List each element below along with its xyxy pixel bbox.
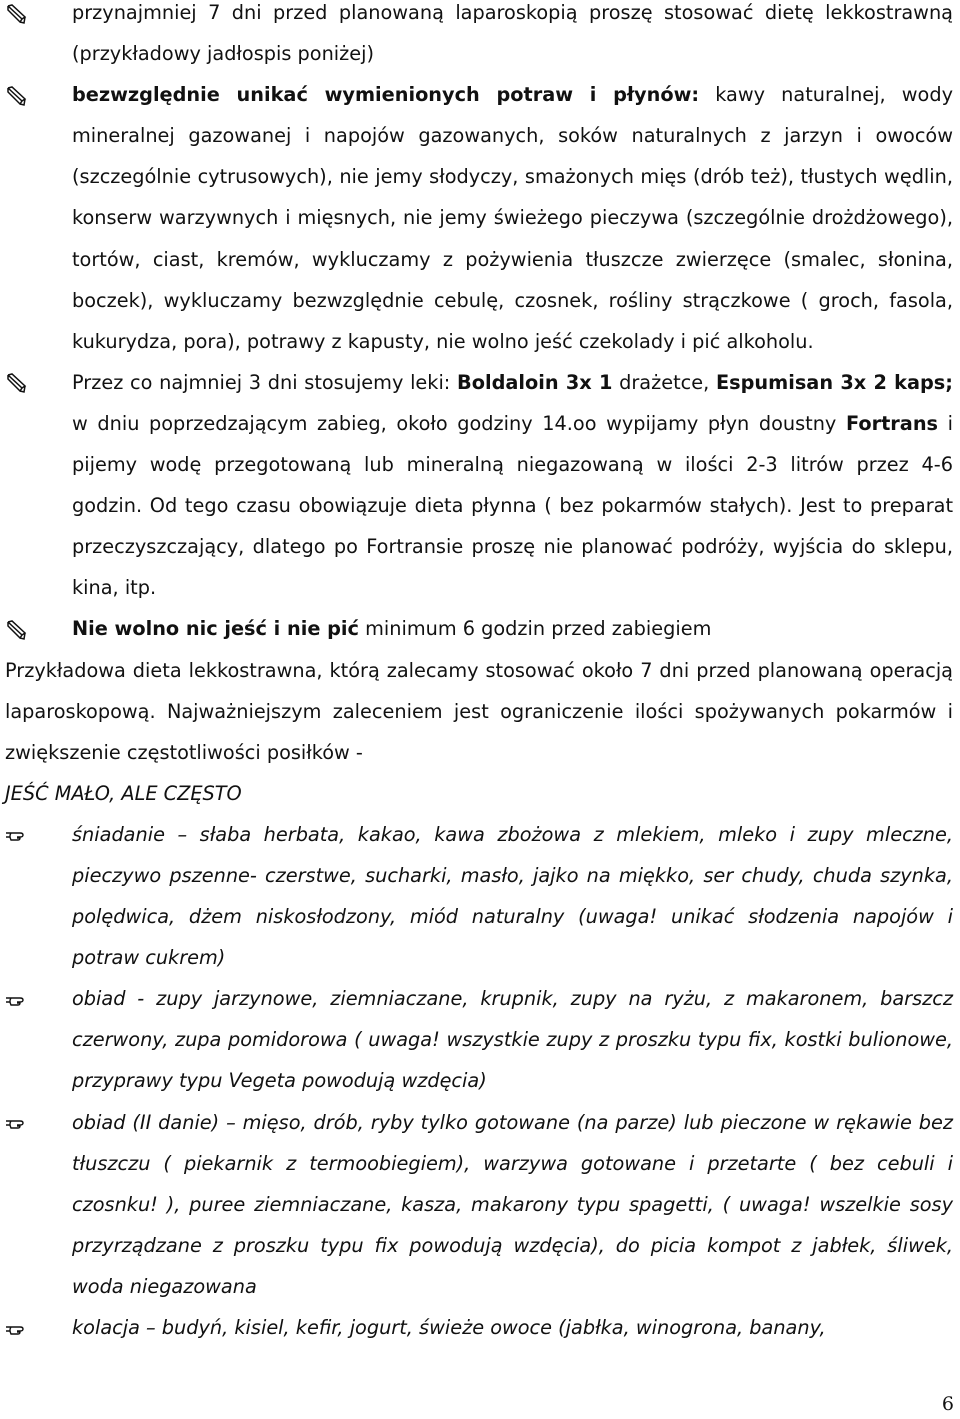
meal-lunch-main: obiad (II danie) – mięso, drób, ryby tylko gotowane (na parze) lub pieczone w rękawie bez tłuszczu ( piekarnik z termoobiegiem), warzywa gotowane i przetarte ( bez cebuli i czosnku! ), puree ziemniaczane, kasza, makarony typu spagetti, ( uwaga! wszelkie sosy przyrządzane z proszku typu fix powodują wzdęcia), do picia kompot z jabłek, śliwek, woda niegazowana [5,1102,953,1307]
pointing-hand-icon [5,1307,72,1348]
avoid-heading: bezwzględnie unikać wymienionych potraw i płynów: [72,83,700,107]
diet-intro: Przykładowa dieta lekkostrawna, którą zalecamy stosować około 7 dni przed planowaną operacją laparoskopową. Najważniejszym zaleceniem jest ograniczenie ilości spożywanych pokarmów i zwiększenie częstotliwości posiłków - [5,658,953,764]
document-page [5,0,953,1348]
bullet-medication: Przez co najmniej 3 dni stosujemy leki: Boldaloin 3x 1 drażetce, Espumisan 3x 2 kaps; w dniu poprzedzającym zabieg, około godziny 14.oo wypijamy płyn doustny Fortrans i pijemy wodę przegotowaną lub mineralną niegazowaną w ilości 2-3 litrów przez 4-6 godzin. Od tego czasu obowiązuje dieta płynna ( bez pokarmów stałych). Jest to preparat przeczyszczający, dlatego po Fortransie proszę nie planować podróży, wyjścia do sklepu, kina, itp. [5,362,953,609]
diet-motto: JEŚĆ MAŁO, ALE CZĘSTO [5,781,242,805]
drug-fortrans: Fortrans [845,411,939,435]
pointing-hand-icon [5,978,72,1019]
drug-espumisan: Espumisan 3x 2 kaps; [715,370,953,394]
drug-boldaloin: Boldaloin 3x 1 [457,370,613,394]
bullet-fasting: Nie wolno nic jeść i nie pić minimum 6 godzin przed zabiegiem [5,608,953,649]
pointing-hand-icon [5,814,72,855]
pointing-hand-icon [5,1102,72,1143]
fasting-heading: Nie wolno nic jeść i nie pić [72,617,359,641]
meal-breakfast: śniadanie – słaba herbata, kakao, kawa zbożowa z mlekiem, mleko i zupy mleczne, pieczywo pszenne- czerstwe, sucharki, masło, jajko na miękko, ser chudy, chuda szynka, polędwica, dżem niskosłodzony, miód naturalny (uwaga! unikać słodzenia napojów i potraw cukrem) [5,814,953,978]
meal-lunch: obiad - zupy jarzynowe, ziemniaczane, krupnik, zupy na ryżu, z makaronem, barszcz czerwony, zupa pomidorowa ( uwaga! wszystkie zupy z proszku typu fix, kostki bulionowe, przyprawy typu Vegeta powodują wzdęcia) [5,978,953,1101]
bullet-avoid-foods: bezwzględnie unikać wymienionych potraw i płynów: kawy naturalnej, wody mineralnej gazowanej i napojów gazowanych, soków naturalnych z jarzyn i owoców (szczególnie cytrusowych), nie jemy słodyczy, smażonych mięs (drób też), tłustych wędlin, konserw warzywnych i mięsnych, nie jemy świeżego pieczywa (szczególnie drożdżowego), tortów, ciast, kremów, wykluczamy z pożywienia tłuszcze zwierzęce (smalec, słonina, boczek), wykluczamy bezwzględnie cebulę, czosnek, rośliny strączkowe ( groch, fasola, kukurydza, pora), potrawy z kapusty, nie wolno jeść czekolady i pić alkoholu. [5,74,953,362]
pencil-icon [5,0,72,33]
bullet-diet-7-days: przynajmniej 7 dni przed planowaną laparoskopią proszę stosować dietę lekkostrawną (przykładowy jadłospis poniżej) [5,0,953,74]
pencil-icon [5,74,72,115]
pencil-icon [5,608,72,649]
pencil-icon [5,362,72,403]
page-number: 6 [941,1393,954,1415]
meal-dinner: kolacja – budyń, kisiel, kefir, jogurt, świeże owoce (jabłka, winogrona, banany, [5,1307,953,1348]
